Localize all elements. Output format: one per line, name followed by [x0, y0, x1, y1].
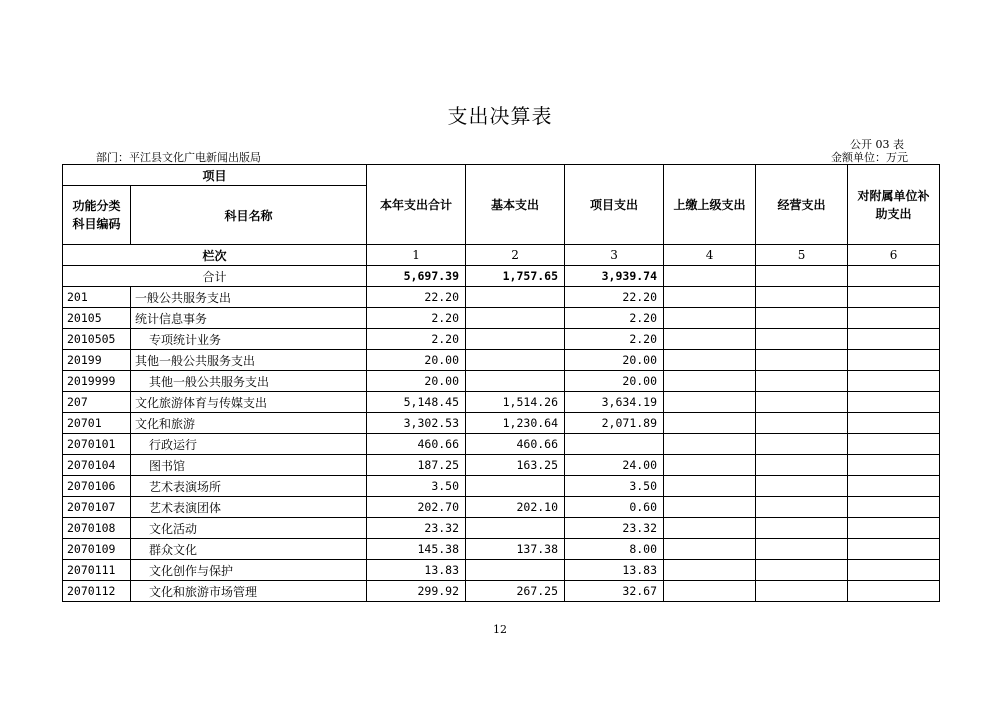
- row-subsidy: [848, 392, 940, 413]
- expenditure-table: [62, 164, 940, 602]
- row-code: 207: [63, 392, 131, 413]
- row-total: 2.20: [367, 329, 466, 350]
- row-total: 2.20: [367, 308, 466, 329]
- table-row: [63, 329, 940, 350]
- row-name: 行政运行: [131, 434, 367, 455]
- row-project: [565, 434, 664, 455]
- row-business: [756, 518, 848, 539]
- header-project-expenditure: 项目支出: [565, 165, 664, 245]
- row-basic: 137.38: [466, 539, 565, 560]
- row-name: 群众文化: [131, 539, 367, 560]
- row-project: 3.50: [565, 476, 664, 497]
- row-subsidy: [848, 350, 940, 371]
- row-name: 图书馆: [131, 455, 367, 476]
- row-subsidy: [848, 560, 940, 581]
- row-subsidy: [848, 539, 940, 560]
- row-basic: 202.10: [466, 497, 565, 518]
- header-basic: 基本支出: [466, 165, 565, 245]
- row-name: 文化旅游体育与传媒支出: [131, 392, 367, 413]
- row-code: 2070109: [63, 539, 131, 560]
- row-basic: 1,230.64: [466, 413, 565, 434]
- row-project: 32.67: [565, 581, 664, 602]
- row-total: 20.00: [367, 350, 466, 371]
- row-business: [756, 539, 848, 560]
- row-upper: [664, 329, 756, 350]
- row-name: 文化创作与保护: [131, 560, 367, 581]
- row-total: 22.20: [367, 287, 466, 308]
- column-index-1: 1: [367, 245, 466, 266]
- row-basic: 460.66: [466, 434, 565, 455]
- row-name: 一般公共服务支出: [131, 287, 367, 308]
- row-code: 2070101: [63, 434, 131, 455]
- row-business: [756, 308, 848, 329]
- header-func-code: 功能分类科目编码: [63, 186, 131, 245]
- row-name: 专项统计业务: [131, 329, 367, 350]
- row-total: 20.00: [367, 371, 466, 392]
- total-row-upper: [664, 266, 756, 287]
- row-subsidy: [848, 455, 940, 476]
- row-code: 2070104: [63, 455, 131, 476]
- column-index-label: 栏次: [63, 245, 367, 266]
- row-project: 2.20: [565, 329, 664, 350]
- header-subject-name: 科目名称: [131, 186, 367, 245]
- row-total: 13.83: [367, 560, 466, 581]
- row-project: 23.32: [565, 518, 664, 539]
- unit-label: 金额单位：万元: [831, 151, 908, 164]
- row-code: 2010505: [63, 329, 131, 350]
- row-upper: [664, 518, 756, 539]
- table-row: [63, 350, 940, 371]
- header-subsidy: 对附属单位补助支出: [848, 165, 940, 245]
- row-project: 22.20: [565, 287, 664, 308]
- row-project: 13.83: [565, 560, 664, 581]
- column-index-2: 2: [466, 245, 565, 266]
- row-total: 202.70: [367, 497, 466, 518]
- row-business: [756, 434, 848, 455]
- row-subsidy: [848, 329, 940, 350]
- row-project: 24.00: [565, 455, 664, 476]
- total-row-subsidy: [848, 266, 940, 287]
- row-upper: [664, 560, 756, 581]
- row-basic: [466, 329, 565, 350]
- row-subsidy: [848, 413, 940, 434]
- table-body: [63, 287, 940, 602]
- row-project: 2.20: [565, 308, 664, 329]
- header-project: 项目: [63, 165, 367, 186]
- row-subsidy: [848, 371, 940, 392]
- row-upper: [664, 308, 756, 329]
- row-upper: [664, 539, 756, 560]
- table-row: [63, 476, 940, 497]
- table-row: [63, 392, 940, 413]
- row-subsidy: [848, 308, 940, 329]
- row-code: 2019999: [63, 371, 131, 392]
- row-business: [756, 392, 848, 413]
- header-business: 经营支出: [756, 165, 848, 245]
- row-basic: [466, 308, 565, 329]
- department-label: 部门：平江县文化广电新闻出版局: [96, 151, 261, 164]
- row-total: 3.50: [367, 476, 466, 497]
- row-subsidy: [848, 434, 940, 455]
- row-basic: [466, 371, 565, 392]
- row-business: [756, 350, 848, 371]
- row-business: [756, 371, 848, 392]
- row-business: [756, 476, 848, 497]
- table-row: [63, 581, 940, 602]
- row-project: 0.60: [565, 497, 664, 518]
- total-row-basic: 1,757.65: [466, 266, 565, 287]
- row-name: 文化和旅游: [131, 413, 367, 434]
- row-basic: 267.25: [466, 581, 565, 602]
- row-name: 统计信息事务: [131, 308, 367, 329]
- column-index-6: 6: [848, 245, 940, 266]
- header-total: 本年支出合计: [367, 165, 466, 245]
- row-upper: [664, 392, 756, 413]
- table-row: [63, 497, 940, 518]
- row-business: [756, 287, 848, 308]
- row-code: 2070106: [63, 476, 131, 497]
- row-project: 8.00: [565, 539, 664, 560]
- row-project: 20.00: [565, 350, 664, 371]
- page-title: 支出决算表: [447, 104, 553, 128]
- row-upper: [664, 497, 756, 518]
- row-upper: [664, 287, 756, 308]
- row-basic: 163.25: [466, 455, 565, 476]
- column-index-3: 3: [565, 245, 664, 266]
- total-row-business: [756, 266, 848, 287]
- row-code: 20105: [63, 308, 131, 329]
- row-upper: [664, 581, 756, 602]
- row-name: 艺术表演团体: [131, 497, 367, 518]
- row-basic: 1,514.26: [466, 392, 565, 413]
- row-subsidy: [848, 287, 940, 308]
- total-row-total: 5,697.39: [367, 266, 466, 287]
- row-project: 20.00: [565, 371, 664, 392]
- row-upper: [664, 455, 756, 476]
- row-total: 5,148.45: [367, 392, 466, 413]
- row-business: [756, 581, 848, 602]
- row-upper: [664, 476, 756, 497]
- row-name: 其他一般公共服务支出: [131, 371, 367, 392]
- row-basic: [466, 476, 565, 497]
- table-row: [63, 518, 940, 539]
- row-business: [756, 329, 848, 350]
- table-row: [63, 434, 940, 455]
- row-total: 460.66: [367, 434, 466, 455]
- row-business: [756, 455, 848, 476]
- row-project: 2,071.89: [565, 413, 664, 434]
- table-row: [63, 455, 940, 476]
- table-row: [63, 539, 940, 560]
- row-subsidy: [848, 497, 940, 518]
- column-index-4: 4: [664, 245, 756, 266]
- row-code: 201: [63, 287, 131, 308]
- table-row: [63, 287, 940, 308]
- total-row-label: 合计: [63, 266, 367, 287]
- row-project: 3,634.19: [565, 392, 664, 413]
- row-subsidy: [848, 581, 940, 602]
- page-number: 12: [493, 623, 507, 636]
- row-code: 20199: [63, 350, 131, 371]
- table-code-label: 公开 03 表: [850, 138, 904, 151]
- row-business: [756, 413, 848, 434]
- row-upper: [664, 371, 756, 392]
- row-name: 其他一般公共服务支出: [131, 350, 367, 371]
- row-code: 2070111: [63, 560, 131, 581]
- row-basic: [466, 350, 565, 371]
- total-row-project: 3,939.74: [565, 266, 664, 287]
- row-basic: [466, 518, 565, 539]
- row-name: 文化活动: [131, 518, 367, 539]
- table-row: [63, 308, 940, 329]
- row-business: [756, 560, 848, 581]
- row-upper: [664, 350, 756, 371]
- row-upper: [664, 434, 756, 455]
- row-subsidy: [848, 476, 940, 497]
- table-row: [63, 371, 940, 392]
- row-basic: [466, 287, 565, 308]
- row-total: 187.25: [367, 455, 466, 476]
- row-code: 20701: [63, 413, 131, 434]
- row-basic: [466, 560, 565, 581]
- table-row: [63, 560, 940, 581]
- row-total: 3,302.53: [367, 413, 466, 434]
- row-business: [756, 497, 848, 518]
- row-name: 文化和旅游市场管理: [131, 581, 367, 602]
- row-upper: [664, 413, 756, 434]
- row-total: 299.92: [367, 581, 466, 602]
- row-code: 2070112: [63, 581, 131, 602]
- row-total: 145.38: [367, 539, 466, 560]
- column-index-5: 5: [756, 245, 848, 266]
- row-code: 2070108: [63, 518, 131, 539]
- row-subsidy: [848, 518, 940, 539]
- header-upper: 上缴上级支出: [664, 165, 756, 245]
- table-row: [63, 413, 940, 434]
- row-name: 艺术表演场所: [131, 476, 367, 497]
- row-total: 23.32: [367, 518, 466, 539]
- row-code: 2070107: [63, 497, 131, 518]
